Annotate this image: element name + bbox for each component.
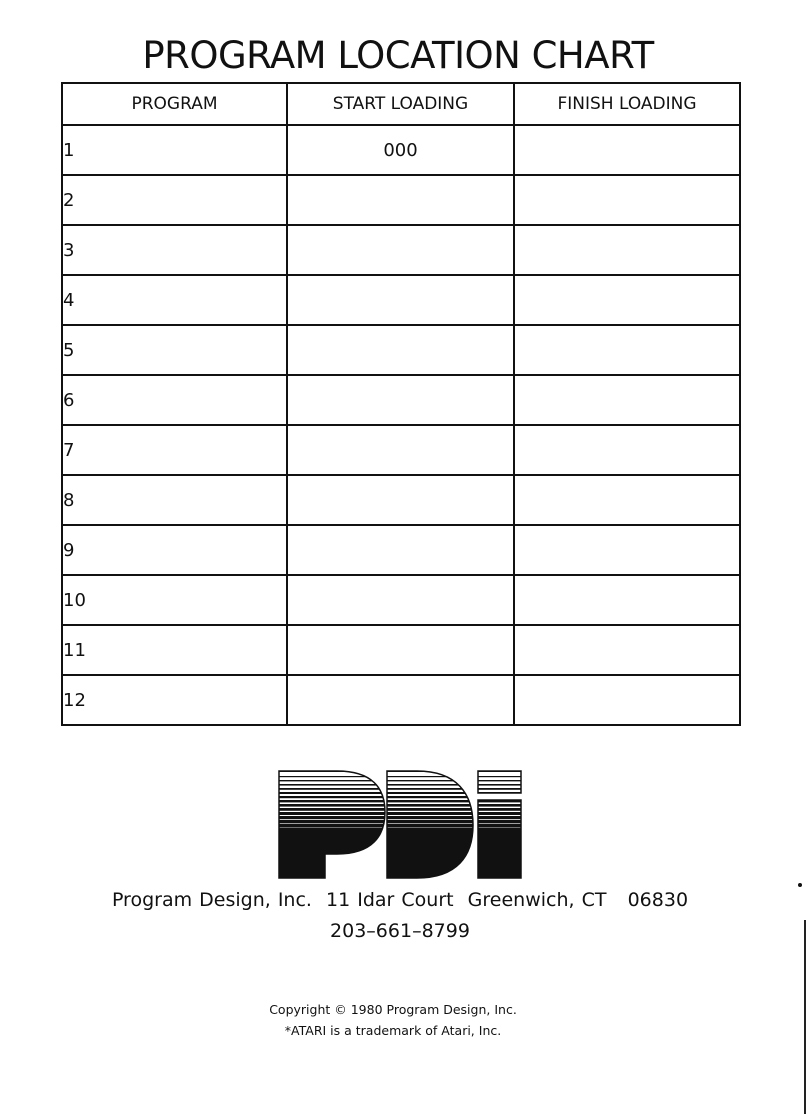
finish-loading-cell — [514, 125, 740, 175]
table-row — [62, 525, 740, 575]
column-header-finish-loading: FINISH LOADING — [514, 83, 740, 125]
start-loading-cell — [287, 275, 514, 325]
logo-stripes — [277, 770, 523, 880]
company-phone: 203–661–8799 — [330, 920, 470, 942]
finish-loading-cell — [514, 675, 740, 725]
pdi-logo-icon — [277, 770, 523, 880]
finish-loading-cell — [514, 175, 740, 225]
start-loading-cell — [287, 375, 514, 425]
start-loading-cell — [287, 325, 514, 375]
program-number-cell: 11 — [62, 625, 287, 675]
start-loading-cell — [287, 425, 514, 475]
column-header-start-loading: START LOADING — [287, 83, 514, 125]
table-row — [62, 425, 740, 475]
table-row — [62, 475, 740, 525]
program-number-cell: 9 — [62, 525, 287, 575]
start-loading-cell — [287, 225, 514, 275]
finish-loading-cell — [514, 275, 740, 325]
program-number-cell: 7 — [62, 425, 287, 475]
table-row — [62, 275, 740, 325]
column-header-program: PROGRAM — [62, 83, 287, 125]
program-number-cell: 4 — [62, 275, 287, 325]
page-title: PROGRAM LOCATION CHART — [142, 34, 654, 77]
copyright-notice: Copyright © 1980 Program Design, Inc. — [269, 1002, 517, 1017]
table-row — [62, 125, 740, 175]
company-address: Program Design, Inc. 11 Idar Court Greenwich, CT 06830 — [111, 889, 689, 911]
table-row — [62, 675, 740, 725]
program-location-table — [61, 82, 741, 726]
start-loading-cell — [287, 675, 514, 725]
start-loading-cell — [287, 625, 514, 675]
program-number-cell: 8 — [62, 475, 287, 525]
table-row — [62, 225, 740, 275]
table-row — [62, 375, 740, 425]
finish-loading-cell — [514, 575, 740, 625]
scan-mark — [798, 883, 802, 887]
finish-loading-cell — [514, 225, 740, 275]
page-edge-line — [804, 920, 806, 1114]
program-number-cell: 1 — [62, 125, 287, 175]
table-header-row — [62, 83, 740, 125]
table-row — [62, 625, 740, 675]
table-row — [62, 175, 740, 225]
finish-loading-cell — [514, 425, 740, 475]
finish-loading-cell — [514, 525, 740, 575]
start-loading-cell — [287, 175, 514, 225]
finish-loading-cell — [514, 625, 740, 675]
finish-loading-cell — [514, 325, 740, 375]
start-loading-cell — [287, 475, 514, 525]
finish-loading-cell — [514, 475, 740, 525]
start-loading-cell: 000 — [287, 125, 514, 175]
program-number-cell: 12 — [62, 675, 287, 725]
program-number-cell: 5 — [62, 325, 287, 375]
program-number-cell: 10 — [62, 575, 287, 625]
table-row — [62, 575, 740, 625]
program-number-cell: 2 — [62, 175, 287, 225]
table-row — [62, 325, 740, 375]
trademark-notice: *ATARI is a trademark of Atari, Inc. — [284, 1023, 502, 1038]
start-loading-cell — [287, 525, 514, 575]
start-loading-cell — [287, 575, 514, 625]
finish-loading-cell — [514, 375, 740, 425]
program-number-cell: 6 — [62, 375, 287, 425]
program-number-cell: 3 — [62, 225, 287, 275]
